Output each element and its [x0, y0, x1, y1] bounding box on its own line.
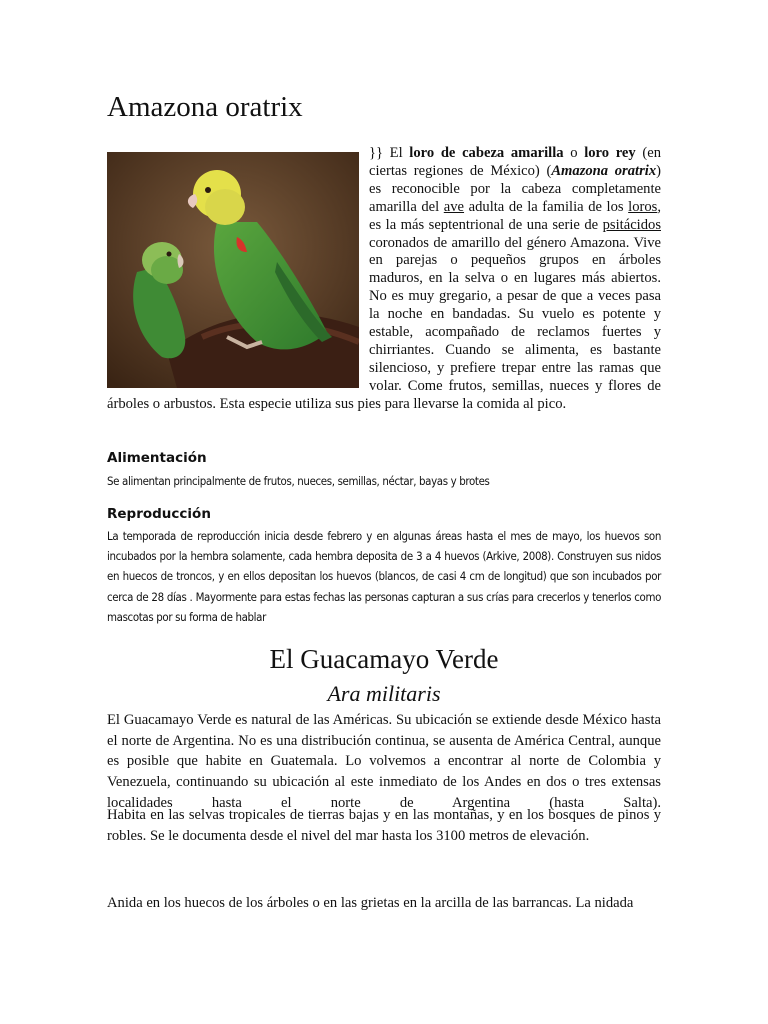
page-title: Amazona oratrix	[107, 91, 303, 123]
alt-name: loro rey	[584, 145, 636, 161]
alimentacion-text: Se alimentan principalmente de frutos, nueces, semillas, néctar, bayas y brotes	[107, 474, 490, 488]
reproduccion-text: La temporada de reproducción inicia desde febrero y en algunas áreas hasta el mes de mayo, los huevos son incubados por la hembra solamente, cada hembra deposita de 3 a 4 huevos (Arkive, 2008). Construyen sus nidos en huecos de troncos, y en ellos depositan los huevos (blancos, de casi 4 cm de longitud) que son incubados por cerca de 28 días . Mayormente para estas fechas las personas capturan a sus crías para crecerlos y tenerlos como mascotas por su forma de hablar	[107, 529, 661, 624]
parrots-photo	[107, 152, 359, 388]
heading-alimentacion: Alimentación	[107, 450, 207, 466]
heading-reproduccion: Reproducción	[107, 506, 211, 522]
intro-part2: adulta de la familia de los	[464, 198, 629, 215]
section2-title: El Guacamayo Verde	[269, 644, 499, 674]
section2-paragraph-3: Anida en los huecos de los árboles o en las grietas en la arcilla de las barrancas. La nidada	[107, 895, 634, 911]
common-name: loro de cabeza amarilla	[409, 145, 564, 161]
link-loros[interactable]: loros	[628, 198, 658, 215]
intro-part3: , es la más septentrional de una serie de	[369, 198, 661, 233]
link-ave[interactable]: ave	[443, 198, 465, 215]
link-psitacidos[interactable]: psitácidos	[602, 216, 661, 233]
intro-paragraph	[107, 145, 661, 414]
section2-paragraph-1: El Guacamayo Verde es natural de las Américas. Su ubicación se extiende desde México hasta el norte de Argentina. No es una distribución continua, se ausenta de América Central, aunque es posible que habite en Guatemala. Lo volvemos a encontrar al norte de Colombia y Venezuela, continuando su ubicación al este inmediato de los Andes en dos o tres extensas localidades hasta el norte de Argentina (hasta Salta).	[107, 712, 661, 811]
intro-part1: ) es reconocible por la cabeza completamente amarilla del	[369, 162, 661, 215]
intro-prefix: }} El	[369, 145, 410, 161]
intro-part4: coronados de amarillo del género Amazona. Vive en parejas o pequeños grupos en árboles maduros, en la selva o en lugares más abiertos. No es muy gregario, a pesar de que a veces pasa la noche en bandadas. Su vuelo es potente y estable, acompañado de reclamos fuertes y chirriantes. Cuando se alimenta, es bastante silencioso, y prefiere trepar entre las ramas que volar. Come frutos, semillas, nueces y flores de árboles o arbustos. Esta especie utiliza sus pies para llevarse la comida al pico.	[107, 234, 661, 412]
section2-scientific-name: Ara militaris	[327, 681, 441, 706]
intro-conj: o	[563, 145, 585, 161]
section2-paragraph-2: Habita en las selvas tropicales de tierras bajas y en las montañas, y en los bosques de pinos y robles. Se le documenta desde el nivel del mar hasta los 3100 metros de elevación.	[107, 807, 661, 844]
intro-region: (en ciertas regiones de México) (	[369, 145, 661, 179]
scientific-name: Amazona oratrix	[551, 162, 657, 179]
